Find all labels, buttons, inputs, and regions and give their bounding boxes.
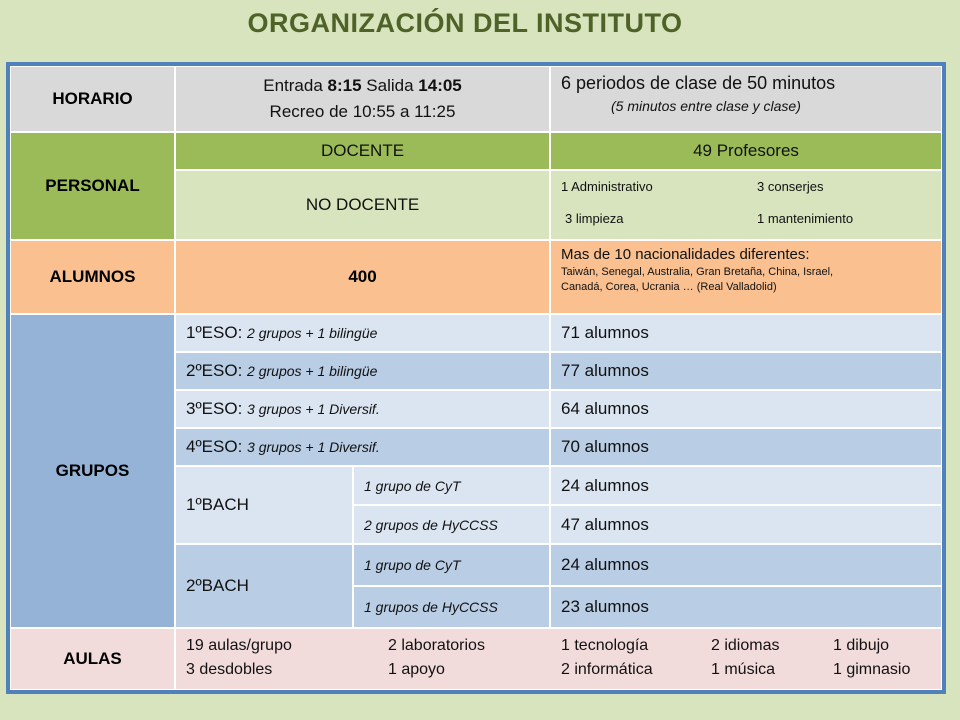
personal-label: PERSONAL xyxy=(10,132,175,240)
bach2-grupo: 1 grupos de HyCCSS xyxy=(353,586,550,628)
bach2-alumnos: 23 alumnos xyxy=(550,586,942,628)
aulas-detail xyxy=(175,628,942,690)
bach1-label: 1ºBACH xyxy=(175,466,353,544)
personal-no-docente: NO DOCENTE xyxy=(175,170,550,240)
horario-schedule xyxy=(175,66,550,132)
grupo-row-alumnos: 70 alumnos xyxy=(550,428,942,466)
grupo-row-alumnos: 77 alumnos xyxy=(550,352,942,390)
alumnos-count: 400 xyxy=(175,240,550,314)
grupo-row-curso: 4ºESO: 3 grupos + 1 Diversif. xyxy=(175,428,550,466)
alumnos-label: ALUMNOS xyxy=(10,240,175,314)
grupo-row-curso: 2ºESO: 2 grupos + 1 bilingüe xyxy=(175,352,550,390)
bach1-grupo: 2 grupos de HyCCSS xyxy=(353,505,550,544)
alumnos-nacionalidades: Mas de 10 nacionalidades diferentes: Taiwán, Senegal, Australia, Gran Bretaña, China, Israel, Canadá, Corea, Ucrania … (Real Valladolid) xyxy=(550,240,942,314)
bach2-alumnos: 24 alumnos xyxy=(550,544,942,586)
institute-table xyxy=(6,62,946,694)
personal-docente: DOCENTE xyxy=(175,132,550,170)
aulas-item: 3 desdobles xyxy=(186,661,273,678)
grupos-label: GRUPOS xyxy=(10,314,175,628)
grupo-row-curso: 1ºESO: 2 grupos + 1 bilingüe xyxy=(175,314,550,352)
aulas-item: 2 idiomas xyxy=(711,637,780,654)
aulas-item: 1 dibujo xyxy=(833,637,890,654)
bach2-grupo: 1 grupo de CyT xyxy=(353,544,550,586)
bach1-alumnos: 24 alumnos xyxy=(550,466,942,505)
aulas-item: 2 laboratorios xyxy=(388,637,485,654)
aulas-label: AULAS xyxy=(10,628,175,690)
grupo-row-curso: 3ºESO: 3 grupos + 1 Diversif. xyxy=(175,390,550,428)
horario-periodos: 6 periodos de clase de 50 minutos (5 minutos entre clase y clase) xyxy=(550,66,942,132)
bach1-alumnos: 47 alumnos xyxy=(550,505,942,544)
page-title: ORGANIZACIÓN DEL INSTITUTO xyxy=(247,8,683,38)
horario-entrada-line: Entrada 8:15 Salida 14:05 xyxy=(263,76,462,95)
aulas-item: 1 música xyxy=(711,661,776,678)
aulas-item: 1 apoyo xyxy=(388,661,445,678)
grupo-row-alumnos: 71 alumnos xyxy=(550,314,942,352)
personal-docente-count: 49 Profesores xyxy=(550,132,942,170)
horario-label: HORARIO xyxy=(10,66,175,132)
aulas-item: 1 tecnología xyxy=(561,637,649,654)
aulas-item: 19 aulas/grupo xyxy=(186,637,292,654)
aulas-item: 1 gimnasio xyxy=(833,661,911,678)
horario-recreo: Recreo de 10:55 a 11:25 xyxy=(269,102,456,121)
aulas-item: 2 informática xyxy=(561,661,653,678)
bach2-label: 2ºBACH xyxy=(175,544,353,628)
grupo-row-alumnos: 64 alumnos xyxy=(550,390,942,428)
personal-no-docente-detail: 1 Administrativo 3 conserjes 3 limpieza 1 mantenimiento xyxy=(550,170,942,240)
bach1-grupo: 1 grupo de CyT xyxy=(353,466,550,505)
